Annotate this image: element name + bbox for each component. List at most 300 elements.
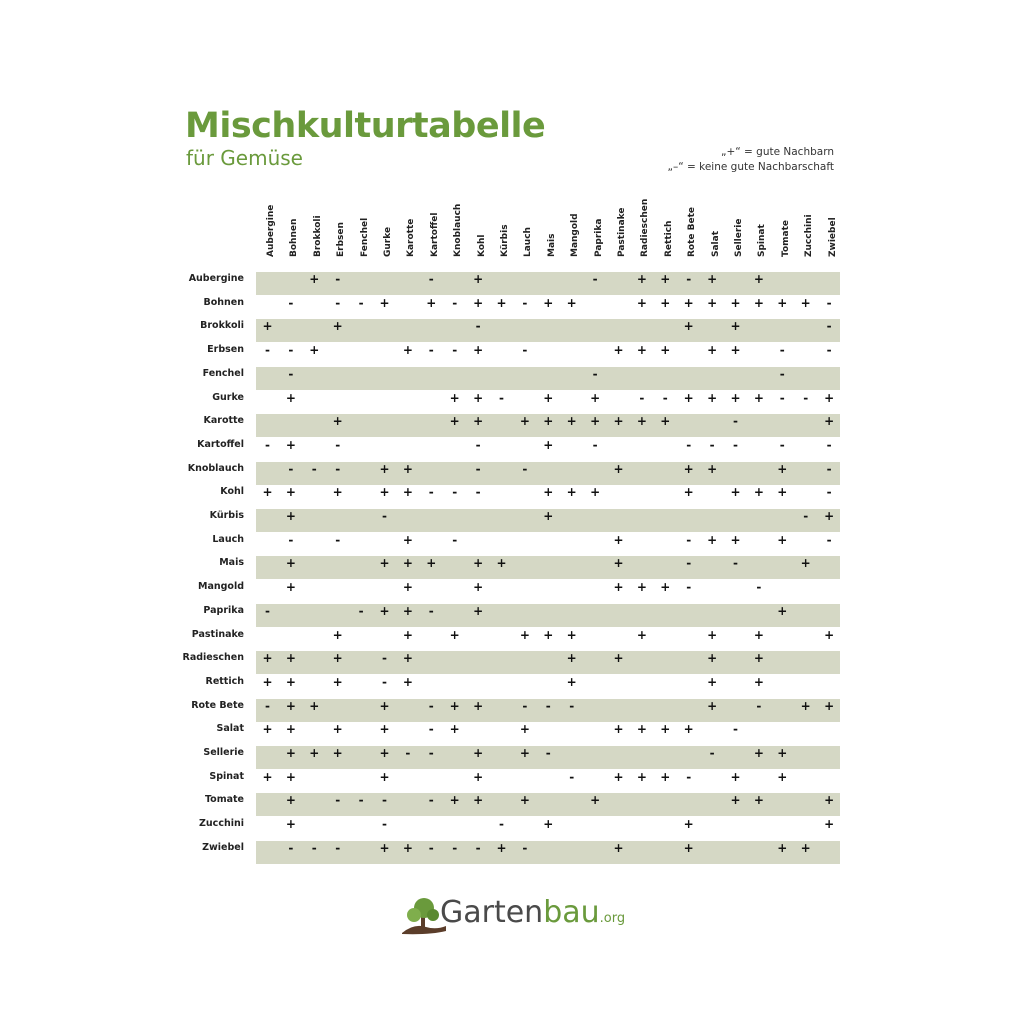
table-cell: - xyxy=(522,343,528,358)
table-cell: + xyxy=(519,414,530,429)
table-cell: + xyxy=(496,295,507,310)
page-title: Mischkulturtabelle xyxy=(185,106,546,146)
table-cell: + xyxy=(332,674,343,689)
table-cell: + xyxy=(636,272,647,286)
table-cell: + xyxy=(707,651,718,666)
table-cell: - xyxy=(686,580,692,595)
table-cell: - xyxy=(452,840,458,855)
table-cell: - xyxy=(428,840,434,855)
table-cell: + xyxy=(777,769,788,784)
table-cell: + xyxy=(402,532,413,547)
column-header-label: Salat xyxy=(710,230,721,257)
table-cell: + xyxy=(285,746,296,760)
table-cell: + xyxy=(590,485,601,500)
table-cell: - xyxy=(452,532,458,547)
table-cell: + xyxy=(660,769,671,784)
table-cell: + xyxy=(332,485,343,500)
table-cell: - xyxy=(709,437,715,452)
row-label: Lauch xyxy=(212,533,244,545)
column-header-label: Mais xyxy=(546,233,557,257)
table-cell: + xyxy=(590,793,601,808)
table-cell: + xyxy=(566,485,577,500)
column-header xyxy=(562,172,580,262)
table-cell: - xyxy=(265,698,270,713)
table-cell: - xyxy=(686,272,692,286)
table-cell: - xyxy=(733,414,738,429)
table-cell: + xyxy=(519,627,530,642)
table-cell: + xyxy=(473,698,484,713)
table-cell: + xyxy=(753,295,764,310)
table-cell: + xyxy=(707,698,718,713)
table-cell: + xyxy=(730,295,741,310)
column-header-label: Paprika xyxy=(593,218,604,257)
table-cell: - xyxy=(733,722,738,737)
row-label: Zwiebel xyxy=(202,841,244,853)
legend-bad: „–“ = keine gute Nachbarschaft xyxy=(667,161,834,173)
table-cell: + xyxy=(449,627,460,642)
row-label: Zucchini xyxy=(199,818,244,830)
row-label: Brokkoli xyxy=(200,320,244,332)
table-cell: - xyxy=(803,390,809,405)
table-cell: - xyxy=(686,437,692,452)
table-cell: + xyxy=(730,343,741,358)
table-cell: + xyxy=(683,461,694,476)
table-cell: - xyxy=(288,295,294,310)
column-header xyxy=(586,172,604,262)
row-label: Radieschen xyxy=(182,652,244,664)
table-cell: + xyxy=(402,343,413,358)
table-cell: - xyxy=(335,793,341,808)
table-cell: - xyxy=(733,556,738,571)
table-cell: + xyxy=(613,769,624,784)
table-cell: + xyxy=(379,295,390,310)
column-header-label: Brokkoli xyxy=(312,215,323,257)
column-header-label: Zucchini xyxy=(804,214,815,257)
row-label: Mais xyxy=(219,557,244,569)
table-cell: - xyxy=(709,746,715,760)
table-cell: - xyxy=(335,532,341,547)
table-cell: - xyxy=(311,840,317,855)
row-label: Gurke xyxy=(212,391,244,403)
table-cell: + xyxy=(473,746,484,760)
column-header xyxy=(352,172,370,262)
table-cell: + xyxy=(636,769,647,784)
table-cell: - xyxy=(545,698,551,713)
table-cell: - xyxy=(499,390,504,405)
table-cell: - xyxy=(475,840,481,855)
table-cell: + xyxy=(402,627,413,642)
table-cell: + xyxy=(262,722,273,737)
table-cell: - xyxy=(826,485,832,500)
table-cell: - xyxy=(428,722,434,737)
column-header xyxy=(632,172,650,262)
table-cell: + xyxy=(379,485,390,500)
column-header xyxy=(258,172,276,262)
table-cell: + xyxy=(660,295,671,310)
column-header xyxy=(375,172,393,262)
table-cell: - xyxy=(382,817,387,832)
table-cell: + xyxy=(402,651,413,666)
table-cell: + xyxy=(683,722,694,737)
table-cell: + xyxy=(262,651,273,666)
table-cell: + xyxy=(613,461,624,476)
table-cell: + xyxy=(730,319,741,334)
table-cell: + xyxy=(285,509,296,523)
table-cell: + xyxy=(262,485,273,500)
column-header xyxy=(422,172,440,262)
column-header-label: Spinat xyxy=(757,224,768,257)
table-cell: - xyxy=(639,390,645,405)
table-cell: + xyxy=(613,556,624,571)
table-cell: - xyxy=(311,461,317,476)
table-cell: + xyxy=(379,461,390,476)
table-cell: + xyxy=(402,485,413,500)
table-cell: - xyxy=(569,698,575,713)
table-cell: + xyxy=(824,414,835,429)
table-cell: + xyxy=(636,295,647,310)
column-header xyxy=(820,172,838,262)
row-label: Kohl xyxy=(220,486,244,498)
table-cell: - xyxy=(428,272,434,286)
table-cell: - xyxy=(382,793,387,808)
table-cell: - xyxy=(826,437,832,452)
table-cell: + xyxy=(285,698,296,713)
table-cell: + xyxy=(473,295,484,310)
table-cell: + xyxy=(683,319,694,334)
column-header xyxy=(328,172,346,262)
table-cell: + xyxy=(753,651,764,666)
table-cell: - xyxy=(475,437,481,452)
table-cell: + xyxy=(707,461,718,476)
logo-text xyxy=(440,895,625,930)
table-cell: + xyxy=(753,746,764,760)
table-cell: + xyxy=(285,437,296,452)
table-cell: + xyxy=(543,414,554,429)
table-cell: - xyxy=(779,437,785,452)
column-header-label: Sellerie xyxy=(734,218,744,257)
table-cell: + xyxy=(777,485,788,500)
table-cell: + xyxy=(543,390,554,405)
table-cell: + xyxy=(824,509,835,523)
table-cell: + xyxy=(332,746,343,760)
column-header-label: Pastinake xyxy=(617,207,627,257)
table-cell: + xyxy=(730,390,741,405)
table-cell: + xyxy=(543,509,554,523)
column-header xyxy=(726,172,744,262)
table-cell: + xyxy=(660,722,671,737)
table-cell: + xyxy=(402,840,413,855)
column-header-label: Radieschen xyxy=(640,198,651,257)
table-cell: + xyxy=(753,390,764,405)
row-label: Rote Bete xyxy=(191,699,244,711)
table-cell: - xyxy=(428,746,434,760)
table-cell: + xyxy=(613,532,624,547)
table-cell: - xyxy=(452,485,458,500)
table-cell: - xyxy=(826,295,832,310)
table-cell: + xyxy=(707,343,718,358)
table-cell: - xyxy=(452,295,458,310)
column-header-label: Rote Bete xyxy=(687,206,698,257)
table-cell: + xyxy=(449,414,460,429)
table-cell: + xyxy=(800,295,811,310)
table-cell: + xyxy=(473,343,484,358)
table-cell: + xyxy=(285,817,296,832)
table-cell: + xyxy=(660,272,671,286)
table-cell: - xyxy=(335,272,341,286)
table-cell: + xyxy=(660,343,671,358)
table-cell: - xyxy=(265,437,270,452)
table-cell: + xyxy=(613,414,624,429)
table-cell: + xyxy=(519,793,530,808)
table-cell: - xyxy=(382,651,387,666)
table-cell: + xyxy=(309,343,320,358)
table-cell: + xyxy=(332,319,343,334)
table-cell: + xyxy=(753,627,764,642)
column-header-label: Lauch xyxy=(523,227,534,257)
logo-text-part2: bau xyxy=(543,895,600,930)
table-cell: + xyxy=(402,556,413,571)
table-cell: + xyxy=(566,295,577,310)
logo xyxy=(400,893,640,943)
table-cell: + xyxy=(824,817,835,832)
table-cell: + xyxy=(473,414,484,429)
table-cell: + xyxy=(543,295,554,310)
table-cell: - xyxy=(382,674,387,689)
table-cell: - xyxy=(826,343,832,358)
table-cell: - xyxy=(428,793,434,808)
table-cell: + xyxy=(613,840,624,855)
table-cell: + xyxy=(683,295,694,310)
table-cell: + xyxy=(402,674,413,689)
logo-text-part1: Garten xyxy=(440,895,544,930)
table-cell: - xyxy=(756,698,762,713)
table-cell: - xyxy=(475,461,481,476)
table-cell: + xyxy=(777,461,788,476)
table-cell: + xyxy=(262,674,273,689)
table-cell: + xyxy=(449,793,460,808)
table-cell: + xyxy=(660,414,671,429)
table-cell: + xyxy=(332,651,343,666)
table-cell: - xyxy=(662,390,668,405)
table-cell: + xyxy=(285,651,296,666)
table-cell: + xyxy=(519,722,530,737)
table-cell: + xyxy=(730,532,741,547)
table-cell: + xyxy=(543,817,554,832)
table-cell: - xyxy=(592,272,598,286)
table-cell: - xyxy=(826,319,832,334)
table-cell: - xyxy=(686,532,692,547)
column-header xyxy=(445,172,463,262)
table-cell: + xyxy=(473,580,484,595)
page-subtitle: für Gemüse xyxy=(186,146,303,170)
table-cell: - xyxy=(288,840,294,855)
table-cell: + xyxy=(309,746,320,760)
column-header xyxy=(398,172,416,262)
table-cell: - xyxy=(756,580,762,595)
table-cell: - xyxy=(733,437,738,452)
table-cell: + xyxy=(543,437,554,452)
column-header xyxy=(539,172,557,262)
table-cell: - xyxy=(358,295,364,310)
table-cell: - xyxy=(335,295,341,310)
table-cell: + xyxy=(824,390,835,405)
column-header xyxy=(492,172,510,262)
table-cell: - xyxy=(358,793,364,808)
table-cell: + xyxy=(309,698,320,713)
table-cell: + xyxy=(613,722,624,737)
table-cell: - xyxy=(405,746,411,760)
column-header-label: Fenchel xyxy=(359,217,370,257)
column-header-label: Kartoffel xyxy=(429,212,440,257)
table-cell: + xyxy=(777,840,788,855)
table-cell: + xyxy=(566,674,577,689)
column-header xyxy=(679,172,697,262)
table-cell: + xyxy=(777,746,788,760)
table-cell: - xyxy=(475,485,481,500)
column-header-label: Mangold xyxy=(570,213,581,257)
table-cell: + xyxy=(332,627,343,642)
row-label: Erbsen xyxy=(207,344,244,356)
table-cell: - xyxy=(592,437,598,452)
column-header-label: Knoblauch xyxy=(453,203,464,257)
table-cell: + xyxy=(449,722,460,737)
table-cell: + xyxy=(590,390,601,405)
table-cell: + xyxy=(285,722,296,737)
table-cell: + xyxy=(379,556,390,571)
table-cell: + xyxy=(824,698,835,713)
table-cell: - xyxy=(452,343,458,358)
table-cell: + xyxy=(473,390,484,405)
table-cell: + xyxy=(402,461,413,476)
logo-text-suffix: .org xyxy=(599,911,626,926)
table-cell: + xyxy=(473,603,484,618)
table-cell: - xyxy=(335,437,341,452)
table-cell: + xyxy=(379,603,390,618)
table-cell: + xyxy=(683,390,694,405)
table-cell: + xyxy=(543,485,554,500)
table-cell: + xyxy=(730,769,741,784)
table-cell: + xyxy=(636,414,647,429)
column-header xyxy=(609,172,627,262)
table-cell: + xyxy=(332,722,343,737)
row-label: Pastinake xyxy=(191,628,244,640)
table-cell: - xyxy=(288,343,294,358)
table-cell: + xyxy=(777,295,788,310)
table-cell: + xyxy=(262,769,273,784)
column-header xyxy=(773,172,791,262)
table-row xyxy=(256,343,840,366)
row-label: Paprika xyxy=(203,604,244,616)
table-cell: + xyxy=(379,769,390,784)
table-cell: - xyxy=(779,366,785,381)
column-header xyxy=(515,172,533,262)
column-header-label: Rettich xyxy=(663,220,674,257)
table-cell: + xyxy=(285,485,296,500)
row-label: Aubergine xyxy=(188,273,244,284)
row-label: Karotte xyxy=(203,415,244,427)
column-header-label: Erbsen xyxy=(336,222,347,257)
table-cell: + xyxy=(613,580,624,595)
row-label: Kartoffel xyxy=(197,438,244,450)
table-cell: + xyxy=(824,627,835,642)
table-cell: + xyxy=(753,793,764,808)
table-cell: + xyxy=(730,485,741,500)
column-header-label: Gurke xyxy=(383,226,393,257)
column-header xyxy=(656,172,674,262)
table-cell: - xyxy=(358,603,364,618)
table-cell: - xyxy=(382,509,387,523)
table-cell: + xyxy=(262,319,273,334)
table-cell: + xyxy=(683,485,694,500)
table-cell: + xyxy=(379,698,390,713)
column-header-label: Aubergine xyxy=(266,204,276,257)
column-header xyxy=(703,172,721,262)
table-cell: + xyxy=(707,627,718,642)
table-cell: + xyxy=(402,603,413,618)
table-cell: + xyxy=(379,746,390,760)
table-cell: - xyxy=(428,698,434,713)
table-cell: + xyxy=(402,580,413,595)
table-cell: + xyxy=(707,532,718,547)
table-cell: + xyxy=(707,295,718,310)
table-cell: - xyxy=(522,698,528,713)
table-cell: - xyxy=(686,769,692,784)
table-cell: - xyxy=(288,461,294,476)
table-cell: - xyxy=(569,769,575,784)
table-cell: + xyxy=(449,698,460,713)
table-cell: + xyxy=(613,651,624,666)
table-cell: + xyxy=(285,674,296,689)
table-cell: + xyxy=(777,603,788,618)
table-cell: + xyxy=(473,272,484,286)
table-cell: + xyxy=(332,414,343,429)
table-cell: - xyxy=(826,461,832,476)
column-header xyxy=(281,172,299,262)
table-cell: - xyxy=(499,817,504,832)
table-cell: - xyxy=(779,343,785,358)
table-cell: + xyxy=(566,414,577,429)
table-cell: + xyxy=(707,272,718,286)
table-cell: + xyxy=(449,390,460,405)
legend-good: „+“ = gute Nachbarn xyxy=(721,146,834,158)
table-cell: - xyxy=(522,461,528,476)
column-header xyxy=(749,172,767,262)
table-cell: - xyxy=(592,366,598,381)
table-cell: + xyxy=(426,295,437,310)
table-cell: + xyxy=(496,556,507,571)
row-label: Mangold xyxy=(197,581,244,593)
table-cell: + xyxy=(285,580,296,595)
table-cell: + xyxy=(800,840,811,855)
table-cell: + xyxy=(543,627,554,642)
column-header-label: Kürbis xyxy=(500,224,510,257)
table-cell: + xyxy=(636,580,647,595)
column-header-label: Tomate xyxy=(780,220,791,257)
table-cell: - xyxy=(686,556,692,571)
table-cell: - xyxy=(288,366,294,381)
table-cell: + xyxy=(683,840,694,855)
table-cell: + xyxy=(636,627,647,642)
table-cell: + xyxy=(519,746,530,760)
table-cell: - xyxy=(335,840,341,855)
table-cell: + xyxy=(660,580,671,595)
table-cell: + xyxy=(285,769,296,784)
table-cell: - xyxy=(428,485,434,500)
row-label: Fenchel xyxy=(202,367,244,379)
table-cell: + xyxy=(473,769,484,784)
table-cell: + xyxy=(636,722,647,737)
table-cell: + xyxy=(566,651,577,666)
